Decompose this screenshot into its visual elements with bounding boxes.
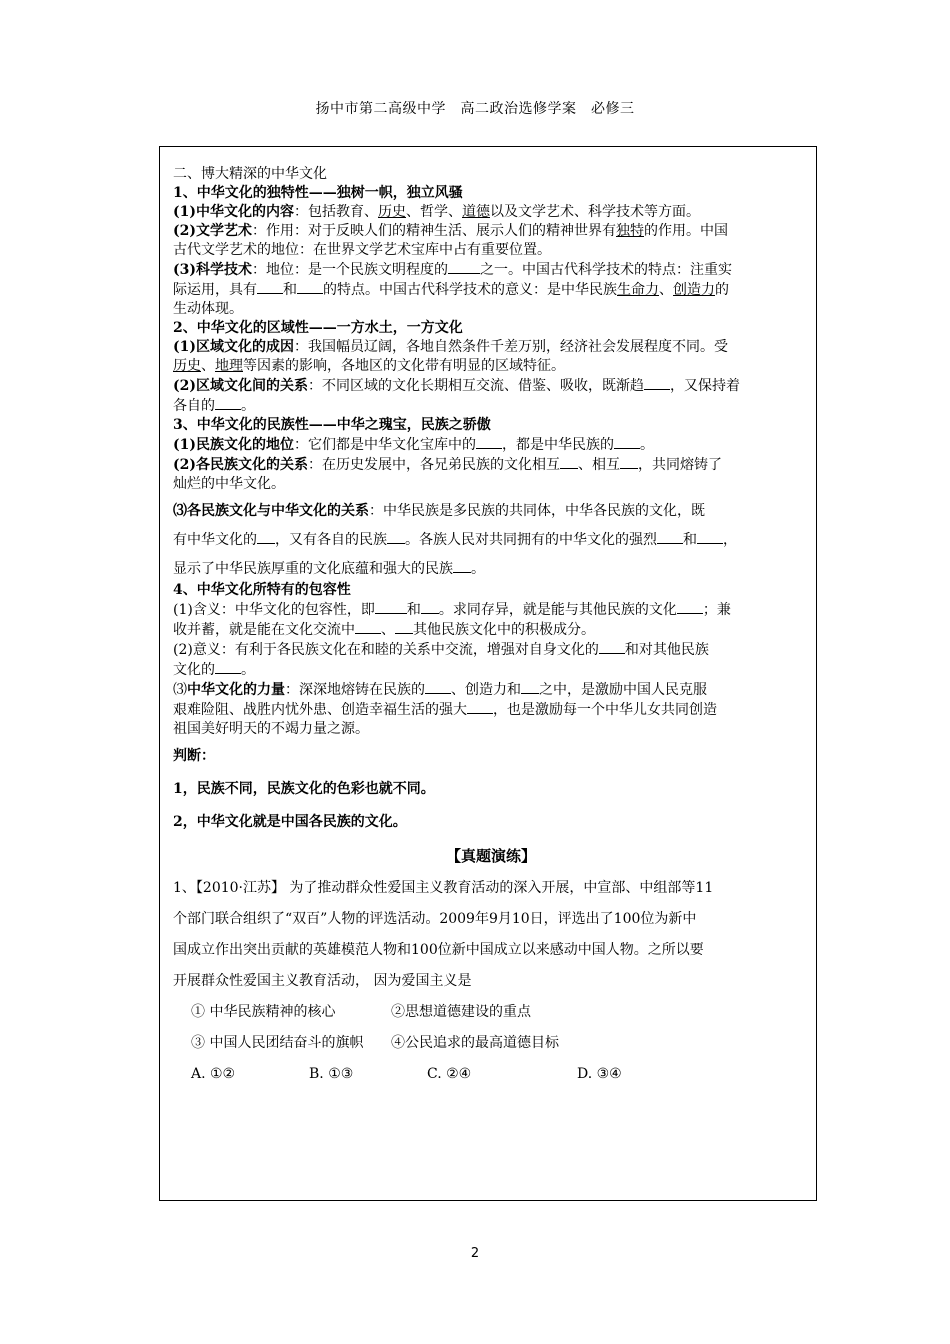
s2-relation-label: (2)区域文化间的关系 — [173, 378, 308, 394]
underlined-term: 创造力 — [673, 282, 715, 298]
s2-relation-line2 — [173, 396, 809, 416]
underlined-term: 生命力 — [617, 282, 659, 298]
fill-blank[interactable] — [421, 600, 439, 614]
underlined-term: 历史 — [173, 358, 201, 374]
choice-c[interactable]: C. ②④ — [427, 1066, 472, 1082]
s1-literature-line2: 古代文学艺术的地位：在世界文学艺术宝库中占有重要位置。 — [173, 242, 551, 258]
text: 以及文学艺术、科学技术等方面。 — [490, 204, 700, 220]
fill-blank[interactable] — [257, 530, 275, 544]
fill-blank[interactable] — [395, 620, 413, 634]
s3-title: 3、中华文化的民族性——中华之瑰宝，民族之骄傲 — [173, 417, 491, 433]
option-3: ③ 中国人民团结奋斗的旗帜 — [191, 1035, 364, 1051]
text: 显示了中华民族厚重的文化底蕴和强大的民族 — [173, 561, 453, 577]
fill-blank[interactable] — [476, 435, 502, 449]
s4-power-line2 — [173, 700, 809, 720]
s3-china-relation-line2 — [173, 529, 809, 552]
fill-blank[interactable] — [453, 559, 471, 573]
text: 。 — [241, 398, 255, 414]
text: 。求同存异，就是能与其他民族的文化 — [438, 602, 677, 618]
text: ：地位：是一个民族文明程度的 — [252, 262, 448, 278]
s3-china-relation-line3 — [173, 558, 809, 581]
question-line: 个部门联合组织了“双百”人物的评选活动。2009年9月10日，评选出了100位为新中 — [173, 911, 697, 927]
s4-significance-line2 — [173, 660, 809, 680]
text: 各自的 — [173, 398, 215, 414]
question-line: 开展群众性爱国主义教育活动， 因为爱国主义是 — [173, 973, 472, 989]
fill-blank[interactable] — [425, 680, 451, 694]
s4-significance — [173, 640, 809, 660]
s3-relation — [173, 455, 809, 475]
text: 之一。中国古代科学技术的特点：注重实 — [480, 262, 732, 278]
exam-title: 【真题演练】 — [445, 847, 536, 865]
text: 艰难险阻、战胜内忧外患、创造幸福生活的强大 — [173, 702, 467, 718]
text: 、 — [201, 358, 215, 374]
text: ：不同区域的文化长期相互交流、借鉴、吸收，既渐趋 — [308, 378, 644, 394]
s4-power-line3: 祖国美好明天的不竭力量之源。 — [173, 721, 369, 737]
choice-d[interactable]: D. ③④ — [577, 1066, 622, 1082]
option-2: ②思想道德建设的重点 — [391, 1004, 531, 1020]
s1-science-label: (3)科学技术 — [173, 262, 252, 278]
question-line: 国成立作出突出贡献的英雄模范人物和100位新中国成立以来感动中国人物。之所以要 — [173, 942, 704, 958]
text: ；兼 — [702, 602, 731, 618]
judge-item-1: 1，民族不同，民族文化的色彩也就不同。 — [173, 781, 435, 797]
fill-blank[interactable] — [521, 680, 539, 694]
s2-cause-line2 — [173, 357, 809, 376]
choice-row — [173, 1066, 809, 1083]
s4-power — [173, 680, 809, 700]
fill-blank[interactable] — [614, 435, 640, 449]
s1-content-label: (1)中华文化的内容 — [173, 204, 294, 220]
judge-label: 判断： — [173, 748, 215, 764]
text: 、创造力和 — [451, 682, 521, 698]
underlined-term: 历史 — [378, 204, 406, 220]
question-line: 1、【2010·江苏】 为了推动群众性爱国主义教育活动的深入开展，中宣部、中组部等11 — [173, 880, 714, 896]
option-row — [173, 1004, 809, 1021]
fill-blank[interactable] — [257, 280, 283, 294]
text: 和对其他民族 — [624, 642, 709, 658]
text: 的特点。中国古代科学技术的意义：是中华民族 — [323, 282, 617, 298]
s3-status — [173, 435, 809, 455]
fill-blank[interactable] — [387, 530, 405, 544]
s3-status-label: (1)民族文化的地位 — [173, 437, 294, 453]
s2-cause — [173, 338, 809, 357]
text: ，都是中华民族的 — [502, 437, 614, 453]
s1-science-line2 — [173, 280, 809, 300]
s2-cause-label: (1)区域文化的成因 — [173, 339, 294, 355]
fill-blank[interactable] — [657, 530, 683, 544]
fill-blank[interactable] — [375, 600, 407, 614]
text: (1)含义：中华文化的包容性，即 — [173, 602, 375, 618]
text: 、哲学、 — [406, 204, 462, 220]
text: 收并蓄，就是能在文化交流中 — [173, 622, 355, 638]
page-number: 2 — [470, 1246, 480, 1261]
fill-blank[interactable] — [697, 530, 723, 544]
text: 、相互 — [578, 457, 620, 473]
judge-item-2: 2，中华文化就是中国各民族的文化。 — [173, 814, 407, 830]
text: 。 — [241, 662, 255, 678]
option-row — [173, 1035, 809, 1052]
fill-blank[interactable] — [677, 600, 703, 614]
choice-b[interactable]: B. ①③ — [309, 1066, 354, 1082]
s1-content — [173, 203, 809, 222]
text: ：深深地熔铸在民族的 — [285, 682, 425, 698]
text: ：它们都是中华文化宝库中的 — [294, 437, 476, 453]
option-1: ① 中华民族精神的核心 — [191, 1004, 336, 1020]
text: ，又保持着 — [670, 378, 740, 394]
text: 和 — [406, 602, 421, 618]
text: ：在历史发展中，各兄弟民族的文化相互 — [308, 457, 560, 473]
text: ，共同熔铸了 — [638, 457, 722, 473]
s4-meaning — [173, 600, 809, 620]
text: 文化的 — [173, 662, 215, 678]
fill-blank[interactable] — [644, 376, 670, 390]
underlined-term: 道德 — [462, 204, 490, 220]
text: 。 — [471, 561, 485, 577]
text: ，又有各自的民族 — [275, 532, 387, 548]
fill-blank[interactable] — [297, 280, 323, 294]
text: 、 — [381, 622, 395, 638]
section-title: 二、博大精深的中华文化 — [173, 166, 327, 182]
fill-blank[interactable] — [215, 396, 241, 410]
fill-blank[interactable] — [215, 660, 241, 674]
s1-science — [173, 260, 809, 280]
s3-china-relation — [173, 500, 809, 523]
text: 的 — [715, 282, 729, 298]
fill-blank[interactable] — [560, 455, 578, 469]
s1-literature — [173, 222, 809, 241]
text: 。 — [640, 437, 654, 453]
text: ，也是激励每一个中华儿女共同创造 — [493, 702, 717, 718]
text: 际运用，具有 — [173, 282, 257, 298]
s2-title: 2、中华文化的区域性——一方水土，一方文化 — [173, 320, 463, 336]
fill-blank[interactable] — [599, 640, 625, 654]
choice-a[interactable]: A. ①② — [191, 1066, 236, 1082]
option-4: ④公民追求的最高道德目标 — [391, 1035, 559, 1051]
s4-meaning-line2 — [173, 620, 809, 640]
text: (2)意义：有利于各民族文化在和睦的关系中交流，增强对自身文化的 — [173, 642, 599, 658]
text: ：包括教育、 — [294, 204, 378, 220]
s1-title: 1、中华文化的独特性——独树一帜，独立风骚 — [173, 185, 463, 201]
text: 之中，是激励中国人民克服 — [539, 682, 707, 698]
s3-relation-line2: 灿烂的中华文化。 — [173, 476, 285, 492]
text: 等因素的影响，各地区的文化带有明显的区域特征。 — [243, 358, 565, 374]
s3-china-relation-label: ⑶各民族文化与中华文化的关系 — [173, 503, 369, 519]
fill-blank[interactable] — [448, 260, 480, 274]
text: 的作用。中国 — [644, 223, 728, 239]
fill-blank[interactable] — [620, 455, 638, 469]
text: ：作用：对于反映人们的精神生活、展示人们的精神世界有 — [252, 223, 616, 239]
fill-blank[interactable] — [467, 700, 493, 714]
underlined-term: 独特 — [616, 223, 644, 239]
s4-title: 4、中华文化所特有的包容性 — [173, 582, 351, 598]
underlined-term: 地理 — [215, 358, 243, 374]
content-body — [173, 165, 809, 1097]
s4-power-label: 中华文化的力量 — [187, 682, 285, 698]
fill-blank[interactable] — [355, 620, 381, 634]
text: 和 — [683, 532, 697, 548]
text: 、 — [659, 282, 673, 298]
page-header: 扬中市第二高级中学 高二政治选修学案 必修三 — [315, 101, 635, 117]
s1-science-line3: 生动体现。 — [173, 301, 243, 317]
text: ⑶ — [173, 682, 187, 698]
text: ， — [723, 532, 737, 548]
text: 其他民族文化中的积极成分。 — [413, 622, 595, 638]
text: ：中华民族是多民族的共同体，中华各民族的文化，既 — [369, 503, 705, 519]
text: 有中华文化的 — [173, 532, 257, 548]
s3-relation-label: (2)各民族文化的关系 — [173, 457, 308, 473]
text: ：我国幅员辽阔，各地自然条件千差万别，经济社会发展程度不同。受 — [294, 339, 728, 355]
s2-relation — [173, 376, 809, 396]
text: 和 — [283, 282, 297, 298]
content-frame — [159, 146, 817, 1201]
text: 。各族人民对共同拥有的中华文化的强烈 — [405, 532, 657, 548]
s1-literature-label: (2)文学艺术 — [173, 223, 252, 239]
